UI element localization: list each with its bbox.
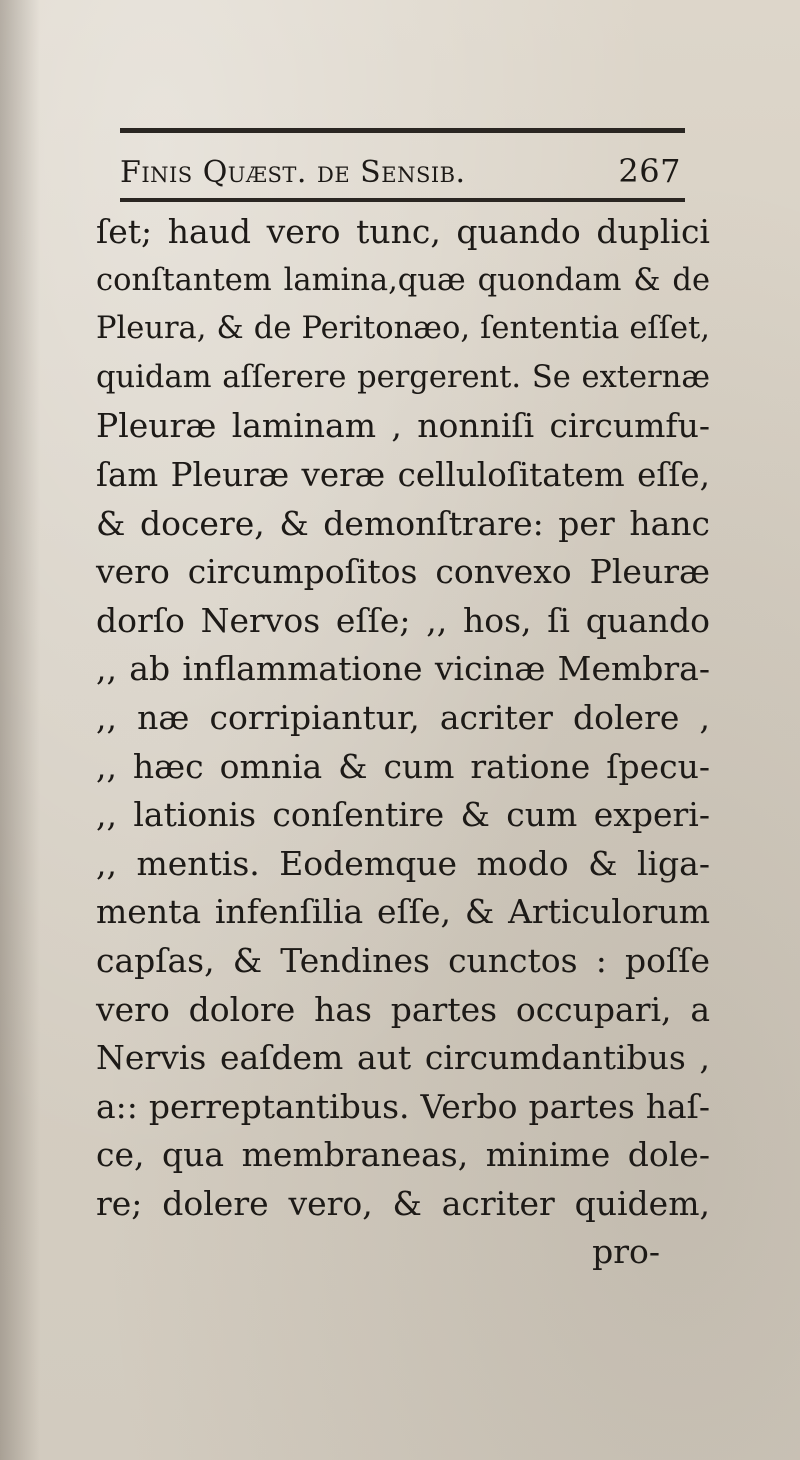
text-line: ,, hæc omnia & cum ratione ſpecu- [96,746,710,786]
text-line: conſtantem lamina,quæ quondam & de [96,262,710,298]
text-line: dorſo Nervos eſſe; ,, hos, ſi quando [96,600,710,640]
text-line: ,, næ corripiantur, acriter dolere , [96,697,710,737]
header-bottom-rule [120,198,685,202]
text-line: Pleuræ laminam , nonniſi circumfu- [96,406,710,446]
text-line: Pleura, & de Peritonæo, ſententia eſſet, [96,311,710,347]
catchword: pro- [592,1232,660,1272]
header-top-rule [120,128,685,133]
text-line: Nervis eaſdem aut circumdantibus , [96,1038,710,1078]
text-line: ,, mentis. Eodemque modo & liga- [96,843,710,883]
running-title: Finis Quæst. de Sensib. [120,155,466,190]
body-text [96,208,710,1277]
text-line: ce, qua membraneas, minime dole- [96,1135,710,1175]
text-line: capſas, & Tendines cunctos : poſſe [96,940,710,980]
text-line: ſam Pleuræ veræ celluloſitatem eſſe, [96,455,710,494]
running-header [120,140,685,190]
text-line: & docere, & demonſtrare: per hanc [96,503,710,543]
text-line: menta infenſilia eſſe, & Articulorum [96,892,710,932]
text-line: vero circumpoſitos convexo Pleuræ [96,552,710,592]
text-line: a:: perreptantibus. Verbo partes haſ- [96,1086,710,1126]
text-line: ſet; haud vero tunc, quando duplici [96,212,710,251]
page-edge-shadow [0,0,40,1460]
text-line: vero dolore has partes occupari, a [96,989,710,1029]
text-line: ,, lationis conſentire & cum experi- [96,795,710,835]
text-line: ,, ab inflammatione vicinæ Membra- [96,649,710,689]
text-line: quidam aſſerere pergerent. Se externæ [96,359,710,395]
page-number: 267 [618,152,681,190]
text-line: re; dolere vero, & acriter quidem, [96,1183,710,1223]
